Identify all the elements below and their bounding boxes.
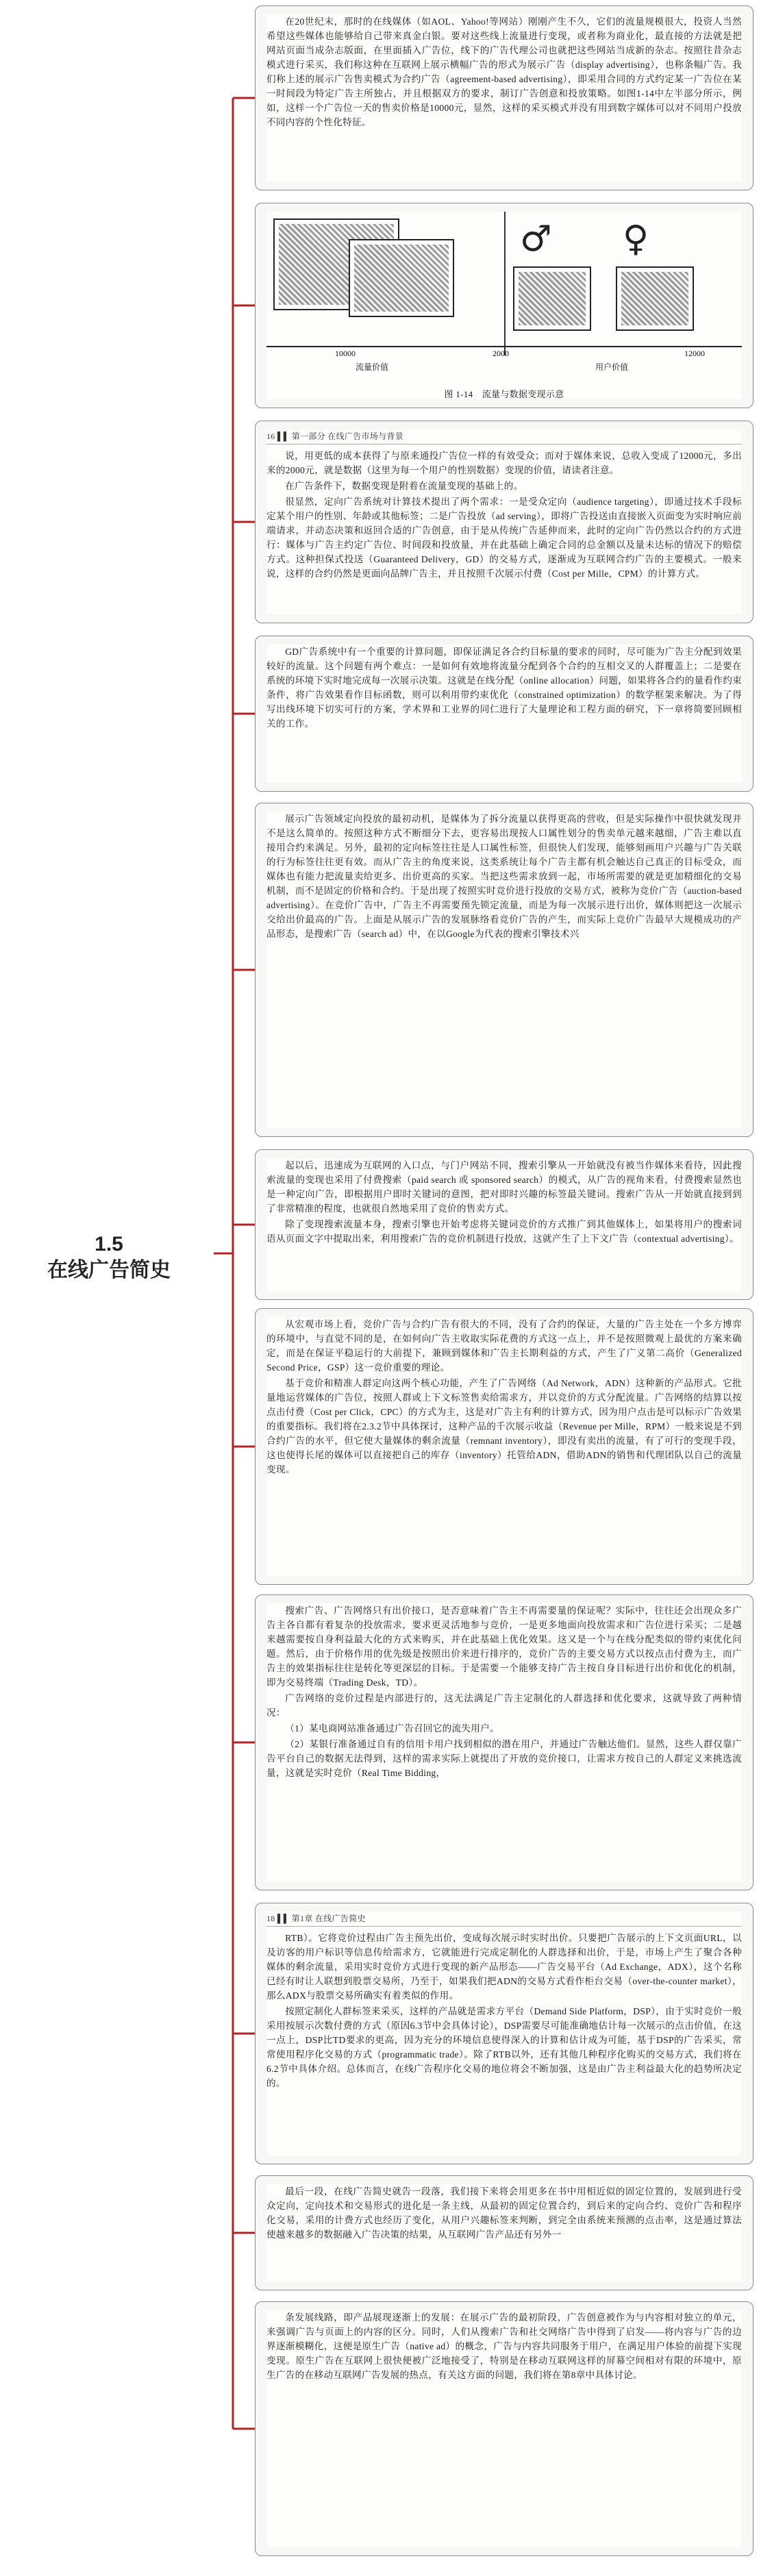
traffic-data-figure <box>266 212 742 383</box>
node-card-5[interactable] <box>255 803 754 1137</box>
excerpt-paragraph: 说，用更低的成本获得了与原来通投广告位一样的有效受众；而对于媒体来说，总收入变成了12000元，多出来的2000元，就是数据（这里为每一个用户的性别数据）变现的价值，请读者注意。 <box>266 451 742 475</box>
excerpt-paragraph: 条发展线路，即产品展现逐渐上的发展：在展示广告的最初阶段，广告创意被作为与内容相对独立的单元，来强调广告与页面上的内容的区分。同时，人们从搜索广告和社交网络广告中得到了启发——将内容与广告的边界逐渐模糊化，这便是原生广告（native ad）的概念，广告与内容共同服务于用户，在满足用户体验的前提下实现变现。原生广告在互联网上很快便被广泛地接受了，特别是在移动互联网这样的屏幕空间相对有限的环境中，原生广告的在移动互联网广告发展的热点，有关这方面的问题，我们将在第8章中具体讨论。 <box>266 2312 742 2380</box>
root-title: 在线广告简史 <box>47 1259 171 1281</box>
excerpt-paragraph: GD广告系统中有一个重要的计算问题，即保证满足各合约目标量的要求的同时，尽可能为广告主分配到效果较好的流量。这个问题有两个难点：一是如何有效地将流量分配到各个合约的互相交叉的人群覆盖上；二是要在系统的环境下实时地完成每一次展示决策。这就是在线分配（online allocation）问题，如果将各合约的量看作约束条件，将广告效果看作目标函数，则可以利用带约束优化（constrained optimization）的数学框架来解决。为了得写出线环境下切实可行的方案，学术界和工业界的同仁进行了大量理论和工程方面的研究，下一章将简要回顾相关的工作。 <box>266 647 742 729</box>
male-icon: ♂ <box>520 218 552 260</box>
figure-tick-label: 12000 <box>684 349 705 358</box>
figure-divider <box>504 212 506 355</box>
figure-tick-label: 2000 <box>493 349 509 358</box>
excerpt-paragraph: 广告网络的竞价过程是内部进行的，这无法满足广告主定制化的人群选择和优化要求，这就导致了两种情况： <box>266 1693 742 1718</box>
node-card-8[interactable] <box>255 1595 754 1890</box>
excerpt-paragraph: 在广告条件下，数据变现是附着在流量变现的基础上的。 <box>285 481 523 491</box>
female-icon: ♀ <box>623 218 649 260</box>
node-card-7[interactable] <box>255 1308 754 1585</box>
node-card-10[interactable] <box>255 2175 754 2290</box>
excerpt-paragraph: 按照定制化人群标签来采买，这样的产品就是需求方平台（Demand Side Platform，DSP），由于实时竞价一般采用按展示次数付费的方式（原因6.3节中会具体讨论），DSP需要尽可能准确地估计每一次展示的点击价值，在这一点上，DSP比TD要求的更高，因为充分的环境信息使得深入的计算和估计成为可能，基于DSP的广告采买，常常使用程序化交易的方式（programmatic trade）。除了RTB以外，还有其他几种程序化购买的交易方式，我们将在6.2节中具体介绍。总体而言，在线广告程序化交易的地位将会不断加强，这是由广告主利益最大化的趋势所决定的。 <box>266 2006 742 2088</box>
ad-thumbnail <box>349 239 454 317</box>
excerpt-paragraph: 除了变现搜索流量本身，搜索引擎也开始考虑将关键词竞价的方式推广到其他媒体上，如果将用户的搜索词语从页面文字中提取出来，利用搜索广告的竞价机制进行投放，这就产生了上下文广告（contextual advertising）。 <box>266 1219 742 1244</box>
root-node[interactable] <box>0 1231 218 1284</box>
node-card-4[interactable] <box>255 636 754 792</box>
excerpt-paragraph: （1）某电商网站准备通过广告召回它的流失用户。 <box>285 1723 499 1734</box>
excerpt-paragraph: 在20世纪末，那时的在线媒体（如AOL、Yahoo!等网站）刚刚产生不久，它们的流量规模很大，投资人当然希望这些媒体也能够给自己带来真金白银。要对这些线上流量进行变现，或者称为商业化，最直接的方法就是把网站页面当成杂志版面，在里面插入广告位，线下的广告代理公司也就把这些网站当成新的杂志。按照往昔杂志模式进行采买，我们称这种在互联网上展示横幅广告的形式为展示广告（display advertising），也称条幅广告。我们称上述的展示广告售卖模式为合约广告（agreement-based advertising），即采用合同的方式约定某一广告位在某一时间段为特定广告主所独占，并且根据双方的要求，制订广告创意和投放策略。如图1-14中左半部分所示，例如，这样一个广告位一天的售卖价格是10000元，显然，这样的采买模式并没有用到数字媒体可以对不同用户投放不同内容的个性化特征。 <box>266 16 742 127</box>
excerpt-paragraph: 最后一段，在线广告简史就告一段落，我们接下来将会用更多在书中用相近似的固定位置的，发展到进行受众定向，定向技术和交易形式的进化是一条主线，从最初的固定位置合约，到后来的定向合约、竞价广告和程序化交易，采用的计费方式也经历了变化，从用户兴趣标签来判断，到完全由系统来预测的点击率，这是通过算法使越来越多的数据融入广告决策的结果，从互联网广告产品还有另外一 <box>266 2186 742 2240</box>
scanned-page-excerpt <box>266 2310 742 2547</box>
excerpt-paragraph: （2）某银行准备通过自有的信用卡用户找到相似的潜在用户，并通过广告触达他们。显然，这些人群仅靠广告平台自己的数据无法得到，这样的需求实际上就提出了开放的竞价接口，让需求方按自己的人群定义来挑选流量，这就是实时竞价（Real Time Bidding， <box>266 1739 742 1778</box>
ad-thumbnail <box>616 266 694 331</box>
scanned-page-excerpt <box>266 2184 742 2281</box>
excerpt-paragraph: 展示广告领域定向投放的最初动机，是媒体为了拆分流量以获得更高的营收，但是实际操作中很快就发现并不是这么简单的。按照这种方式不断细分下去，更容易出现按人口属性划分的售卖单元越来越细，广告主难以直接用合约来满足。另外，最初的定向标签往往是人口属性标签，但很快人们发现，能够刻画用户兴趣与广告关联的行为标签往往更有效。而从广告主的角度来说，这类系统让每个广告主都有机会触达自己真正的目标受众，而媒体也有能力把流量卖给更多、出价更高的买家。当把这些需求放到一起，市场所需要的就是更加精细化的交易机制，而不是固定的价格和合约。于是出现了按照实时竞价进行投放的交易方式，被称为竞价广告（auction-based advertising）。在竞价广告中，广告主不再需要预先锁定流量，而是为每一次展示进行出价，媒体则把这一次展示交给出价最高的广告。上面是从展示广告的发展脉络看竞价广告的产生，而实际上竞价广告最早大规模成功的产品形态，是搜索广告（search ad）中，在以Google为代表的搜索引擎技术兴 <box>266 814 742 939</box>
scanned-page-excerpt <box>266 1158 742 1291</box>
node-card-2[interactable] <box>255 203 754 408</box>
scanned-page-excerpt <box>266 212 742 399</box>
excerpt-paragraph: 基于竞价和精准人群定向这两个核心功能，产生了广告网络（Ad Network，ADN）这种新的产品形式。它批量地运营媒体的广告位，按照人群或上下文标签售卖给需求方，并以竞价的方式分配流量。广告网络的结算以按点击付费（Cost per Click，CPC）的方式为主，这是对广告主有利的计算方式，因为用户点击是可以标示广告效果的重要指标。我们将在2.3.2节中具体探讨，这种产品的千次展示收益（Revenue per Mille，RPM）一般来说是不到合约广告的水平，但它使大量媒体的剩余流量（remnant inventory），即没有卖出的流量，有了可行的变现手段，这也使得长尾的媒体可以直接把自己的库存（inventory）托管给ADN，借助ADN的销售和代理团队以自己的流量变现。 <box>266 1378 742 1475</box>
figure-axis <box>266 346 742 347</box>
scanned-page-excerpt <box>266 1317 742 1576</box>
excerpt-paragraph: 起以后，迅速成为互联网的入口点，与门户网站不同，搜索引擎从一开始就没有被当作媒体来看待，因此搜索流量的变现也采用了付费搜索（paid search 或 sponsored search）的模式，从广告的视角来看，付费搜索显然也是一种定向广告，即根据用户即时关键词的意图，把对即时兴趣的标签最关键词。搜索广告从一开始就直接到到了非常精准的程度，也就很自然地采用了竞价的售卖方式。 <box>266 1160 742 1214</box>
node-card-9[interactable] <box>255 1903 754 2164</box>
scanned-page-excerpt <box>266 645 742 783</box>
figure-axis-label: 用户价值 <box>595 362 629 372</box>
node-card-3[interactable] <box>255 421 754 623</box>
scanned-page-excerpt <box>266 1912 742 2155</box>
scanned-page-excerpt <box>266 14 742 182</box>
scanned-page-excerpt <box>266 1603 742 1881</box>
excerpt-paragraph: 从宏观市场上看，竞价广告与合约广告有很大的不同，没有了合约的保证，大量的广告主处在一个多方博弈的环境中，与直觉不同的是，在如何向广告主收取实际花费的方式这一点上，并不是按照微观上最优的方案来确定，而是在保证平稳运行的大前提下，兼顾到媒体和广告主长期利益的方式，产生了广义第二高价（Generalized Second Price，GSP）这一竞价重要的理论。 <box>266 1319 742 1373</box>
excerpt-paragraph: 很显然，定向广告系统对计算技术提出了两个需求：一是受众定向（audience targeting），即通过技术手段标定某个用户的性别、年龄或其他标签；二是广告投放（ad serving），即将广告投送由直接嵌入页面变为实时响应前端请求，并动态决策和返回合适的广告创意，由于是从传统广告延伸而来，此时的定向广告仍然以合约的方式进行：媒体与广告主约定广告位、时间段和投放量，并在此基础上确定合同的总金额以及量未达标的情况下的赔偿方式。这种担保式投送（Guaranteed Delivery，GD）的交易方式，逐渐成为互联网合约广告的主要模式。一般来说，这样的合约仍然是更面向品牌广告主，并且按照千次展示付费（Cost per Mille，CPM）的计算方式。 <box>266 497 742 579</box>
page-header: 16 ▌▌ 第一部分 在线广告市场与背景 <box>266 429 742 445</box>
figure-caption: 图 1-14 流量与数据变现示意 <box>444 389 564 399</box>
page-header: 18 ▌▌ 第1章 在线广告简史 <box>266 1912 742 1927</box>
scanned-page-excerpt <box>266 812 742 1128</box>
scanned-page-excerpt <box>266 429 742 614</box>
figure-axis-label: 流量价值 <box>356 362 389 372</box>
figure-tick-label: 10000 <box>335 349 356 358</box>
excerpt-paragraph: 搜索广告、广告网络只有出价接口，是否意味着广告主不再需要量的保证呢？实际中，往往还会出现众多广告主各自都有着复杂的投放需求，要求更灵活地参与竞价，一是更多地面向投放需求和广告位进行采买；二是越来越需要按自身利益最大化的方式来购买，并在此基础上优化效果。这又是一个与在线分配类似的带约束优化问题。然后，由于价格作用的优先级是按照出价来进行排序的，竞价广告的主要交易方式以按点击付费为主，而广告主的效果指标往往是转化等更深层的目标。于是需要一个能够支持广告主按自身目标进行出价和优化的机制，即为交易终端（Trading Desk，TD）。 <box>266 1605 742 1688</box>
node-card-1[interactable] <box>255 5 754 190</box>
node-card-11[interactable] <box>255 2301 754 2556</box>
node-card-6[interactable] <box>255 1149 754 1300</box>
root-number: 1.5 <box>95 1233 123 1255</box>
ad-thumbnail <box>513 266 591 331</box>
excerpt-paragraph: RTB）。它将竞价过程由广告主预先出价，变成每次展示时实时出价。只要把广告展示的上下文页面URL，以及访客的用户标识等信息传给需求方，它就能进行完成定制化的人群选择和出价，于是，市场上产生了聚合各种媒体的剩余流量，采用实时竞价方式进行变现的新产品形态——广告交易平台（Ad Exchange，ADX），这个名称已经有时让人联想到股票交易所，乃至于，如果我们把ADN的交易方式看作柜台交易（over-the-counter market），那么ADX与股票交易所确实有着类似的作用。 <box>266 1933 742 2001</box>
